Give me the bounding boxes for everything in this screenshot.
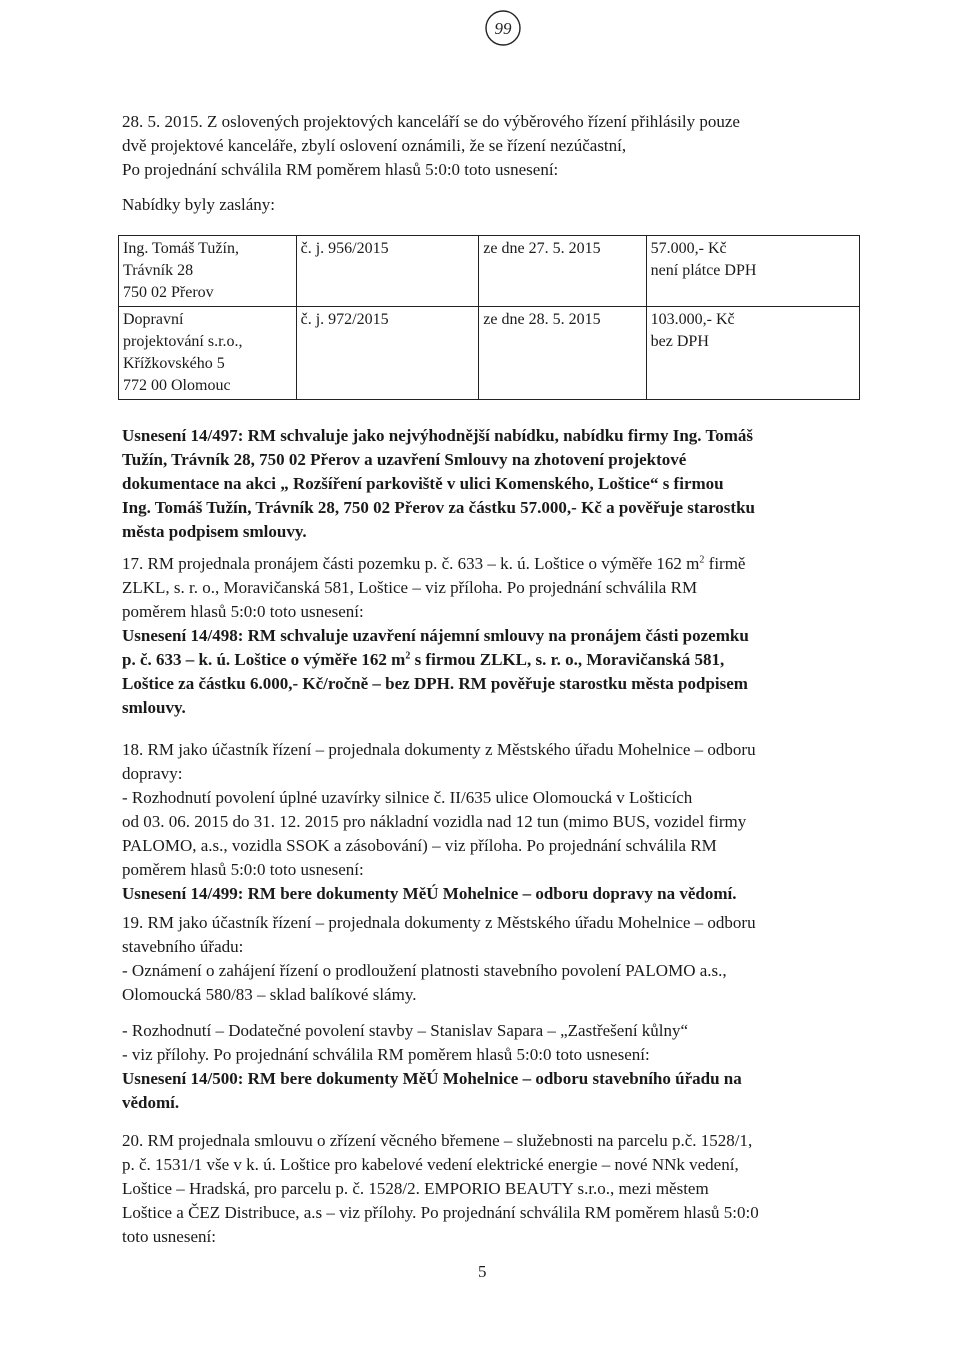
offer-date-cell: ze dne 27. 5. 2015	[479, 236, 646, 307]
resolution-499: Usnesení 14/499: RM bere dokumenty MěÚ Mohelnice – odboru dopravy na vědomí.	[122, 884, 737, 903]
text-line: 28. 5. 2015. Z oslovených projektových kanceláří se do výběrového řízení přihlásily pouze	[122, 112, 740, 131]
offer-firm-cell: Ing. Tomáš Tužín, Trávník 28 750 02 Přerov	[119, 236, 297, 307]
resolution-497: Usnesení 14/497: RM schvaluje jako nejvýhodnější nabídku, nabídku firmy Ing. Tomáš Tužín, Trávník 28, 750 02 Přerov a uzavření Smlouvy na zhotovení projektové dokumentace na akci „ Rozšíření parkoviště v ulici Komenského, Loštice“ s firmou Ing. Tomáš Tužín, Trávník 28, 750 02 Přerov za částku 57.000,- Kč a pověřuje starostku města podpisem smlouvy.	[122, 426, 755, 541]
text-line: dvě projektové kanceláře, zbylí oslovení oznámili, že se řízení nezúčastní,	[122, 136, 627, 155]
item-19-continued: - Rozhodnutí – Dodatečné povolení stavby – Stanislav Sapara – „Zastřešení kůlny“ - viz přílohy. Po projednání schválila RM poměrem hlasů 5:0:0 toto usnesení: Usnesení 14/500: RM bere dokumenty MěÚ Mohelnice – odboru stavebního úřadu na vědomí.	[122, 1019, 858, 1115]
offer-ref-cell: č. j. 956/2015	[296, 236, 479, 307]
page-number: 5	[478, 1262, 487, 1281]
text-line: Po projednání schválila RM poměrem hlasů 5:0:0 toto usnesení:	[122, 160, 559, 179]
resolution-500: Usnesení 14/500: RM bere dokumenty MěÚ Mohelnice – odboru stavebního úřadu na	[122, 1069, 742, 1088]
offers-intro: Nabídky byly zaslány:	[122, 195, 275, 214]
offer-date-cell: ze dne 28. 5. 2015	[479, 307, 646, 400]
svg-text:99: 99	[494, 19, 512, 38]
item-17: 17. RM projednala pronájem části pozemku p. č. 633 – k. ú. Loštice o výměře 162 $m^2$ firmě ZLKL, s. r. o., Moravičanská 581, Loštice – viz příloha. Po projednání schválila RM poměrem hlasů 5:0:0 toto usnesení: Usnesení 14/498: RM schvaluje uzavření nájemní smlouvy na pronájem části pozemku p. č. 633 – k. ú. Loštice o výměře 162 $m^2$ s firmou ZLKL, s. r. o., Moravičanská 581, Loštice za částku 6.000,- Kč/ročně – bez DPH. RM pověřuje starostku města podpisem smlouvy.	[122, 552, 858, 720]
resolution-498: Usnesení 14/498: RM schvaluje uzavření nájemní smlouvy na pronájem části pozemku	[122, 626, 749, 645]
item-19: 19. RM jako účastník řízení – projednala dokumenty z Městského úřadu Mohelnice – odboru stavebního úřadu: - Oznámení o zahájení řízení o prodloužení platnosti stavebního povolení PALOMO a.s., Olomoucká 580/83 – sklad balíkové slámy.	[122, 913, 756, 1004]
item-18: 18. RM jako účastník řízení – projednala dokumenty z Městského úřadu Mohelnice – odboru dopravy: - Rozhodnutí povolení úplné uzavírky silnice č. II/635 ulice Olomoucká v Lošticích od 03. 06. 2015 do 31. 12. 2015 pro nákladní vozidla nad 12 tun (mimo BUS, vozidel firmy PALOMO, a.s., vozidla SSOK a zásobování) – viz příloha. Po projednání schválila RM poměrem hlasů 5:0:0 toto usnesení: Usnesení 14/499: RM bere dokumenty MěÚ Mohelnice – odboru dopravy na vědomí.	[122, 738, 858, 906]
offer-firm-cell: Dopravní projektování s.r.o., Křížkovského 5 772 00 Olomouc	[119, 307, 297, 400]
item-20: 20. RM projednala smlouvu o zřízení věcného břemene – služebnosti na parcelu p.č. 1528/1, p. č. 1531/1 vše v k. ú. Loštice pro kabelové vedení elektrické energie – nové NNk vedení, Loštice – Hradská, pro parcelu p. č. 1528/2. EMPORIO BEAUTY s.r.o., mezi městem Loštice a ČEZ Distribuce, a.s – viz přílohy. Po projednání schválila RM poměrem hlasů 5:0:0 toto usnesení:	[122, 1131, 759, 1246]
offer-ref-cell: č. j. 972/2015	[296, 307, 479, 400]
handwritten-stamp-icon	[483, 8, 523, 48]
offer-price-cell: 57.000,- Kč není plátce DPH	[646, 236, 859, 307]
intro-paragraph	[122, 110, 858, 182]
offer-price-cell: 103.000,- Kč bez DPH	[646, 307, 859, 400]
table-row	[119, 307, 860, 400]
offers-table	[118, 235, 860, 400]
table-row	[119, 236, 860, 307]
